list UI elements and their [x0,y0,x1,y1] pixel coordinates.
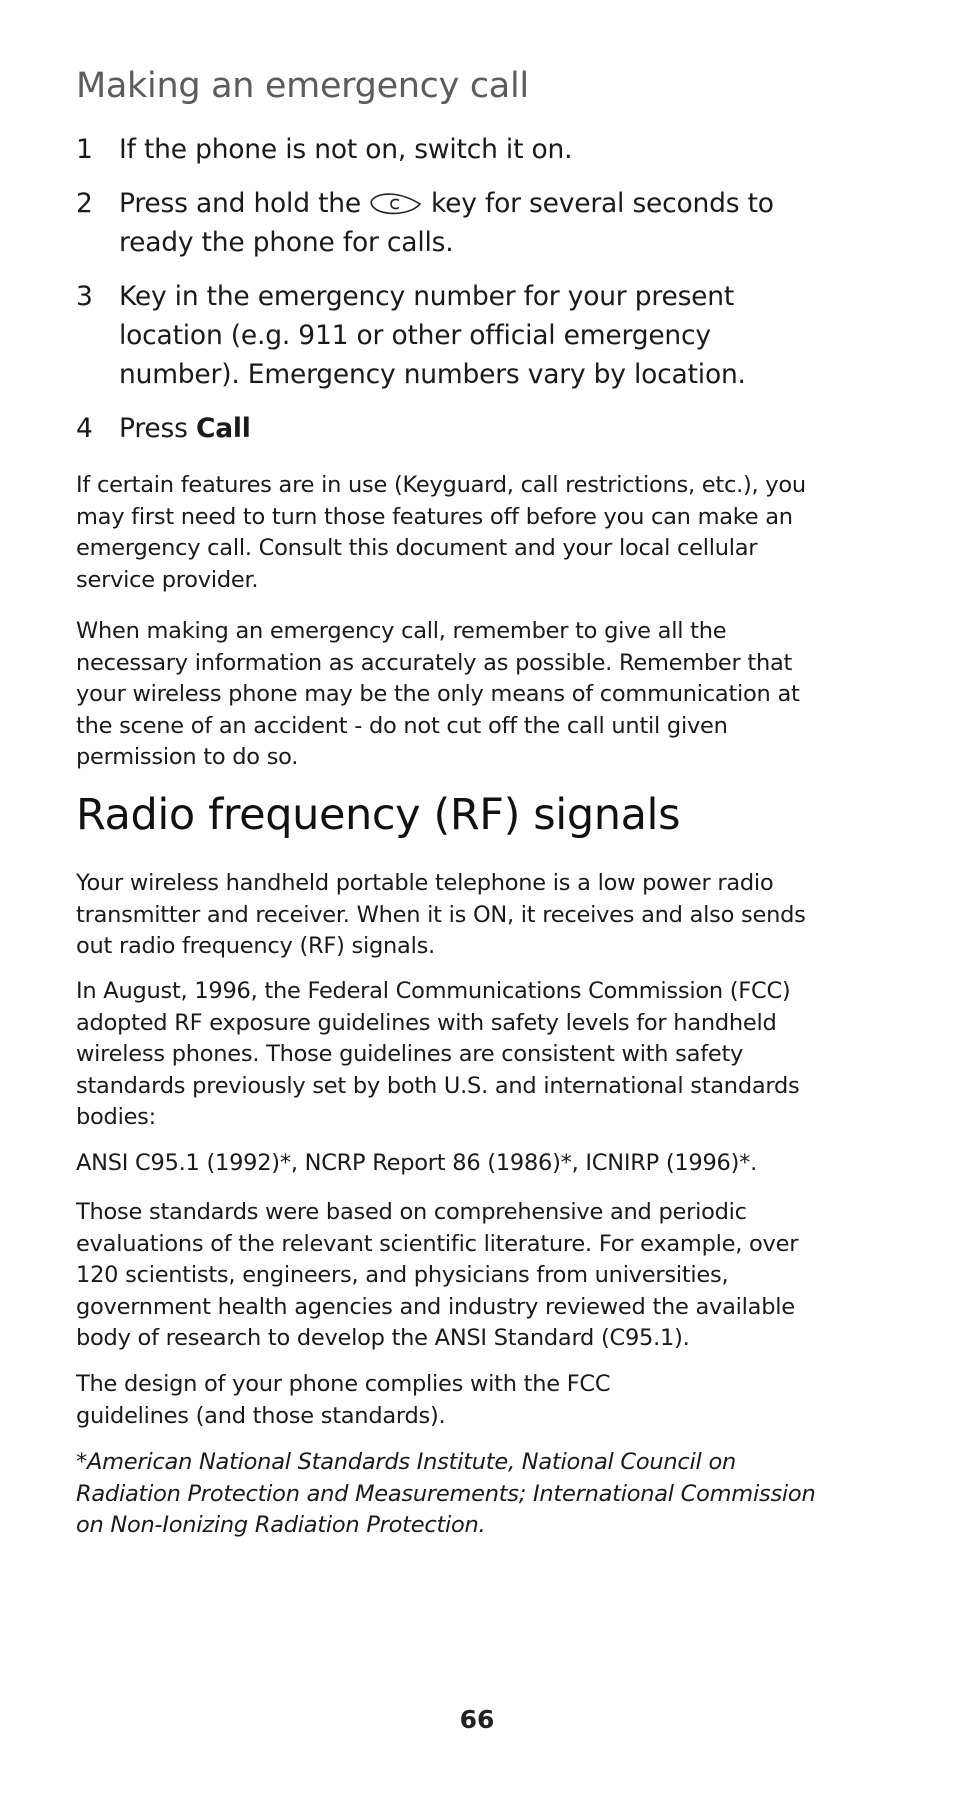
paragraph-text: The design of your phone complies with the FCC guidelines (and those standards). [76,1371,611,1429]
step-1 [76,130,816,169]
step-number: 1 [76,134,93,165]
step-3 [76,277,816,394]
step-number: 4 [76,413,93,444]
rf-paragraph-2 [76,976,816,1134]
step-number: 3 [76,281,93,312]
footnote-text: *American National Standards Institute, National Council on Radiation Protection and Measurements; International Commission on Non-Ionizing Radiation Protection. [76,1449,816,1538]
step-text-before: Press and hold the [119,188,361,219]
step-text-before: Press [119,413,196,444]
paragraph-text: Your wireless handheld portable telephone is a low power radio transmitter and receiver. When it is ON, it receives and also sends out radio frequency (RF) signals. [76,870,806,959]
step-4 [76,409,816,448]
paragraph-text: If certain features are in use (Keyguard, call restrictions, etc.), you may first need to turn those features off before you can make an emergency call. Consult this document and your local cellular service provider. [76,472,806,593]
step-text-after: key for several seconds to ready the phone for calls. [119,188,774,258]
call-label: Call [195,413,251,444]
paragraph-text: In August, 1996, the Federal Communications Commission (FCC) adopted RF exposure guidelines with safety levels for handheld wireless phones. Those guidelines are consistent with safety standards previously set by both U.S. and international standards bodies: [76,978,800,1130]
footnote [76,1447,816,1542]
rf-paragraph-1 [76,868,816,963]
clear-key-icon [369,190,423,218]
rf-paragraph-5 [76,1369,716,1432]
rf-paragraph-3 [76,1148,816,1180]
paragraph-text: ANSI C95.1 (1992)*, NCRP Report 86 (1986)*, ICNIRP (1996)*. [76,1150,758,1176]
step-text: Key in the emergency number for your present location (e.g. 911 or other official emergency number). Emergency numbers vary by location. [119,281,746,390]
step-text: If the phone is not on, switch it on. [119,134,573,165]
paragraph-text: Those standards were based on comprehensive and periodic evaluations of the relevant scientific literature. For example, over 120 scientists, engineers, and physicians from universities, government health agencies and industry reviewed the available body of research to develop the ANSI Standard (C95.1). [76,1199,799,1351]
emergency-paragraph-2 [76,616,816,774]
emergency-call-heading: Making an emergency call [76,66,529,106]
emergency-steps-list [76,130,816,463]
emergency-paragraph-1 [76,470,816,596]
paragraph-text: When making an emergency call, remember to give all the necessary information as accurately as possible. Remember that your wireless phone may be the only means of communication at the scene of an accident - do not cut off the call until given permission to do so. [76,618,800,770]
page-number: 66 [459,1705,495,1734]
step-number: 2 [76,188,93,219]
rf-paragraph-4 [76,1197,816,1355]
step-2 [76,184,816,262]
rf-signals-heading: Radio frequency (RF) signals [76,790,681,840]
